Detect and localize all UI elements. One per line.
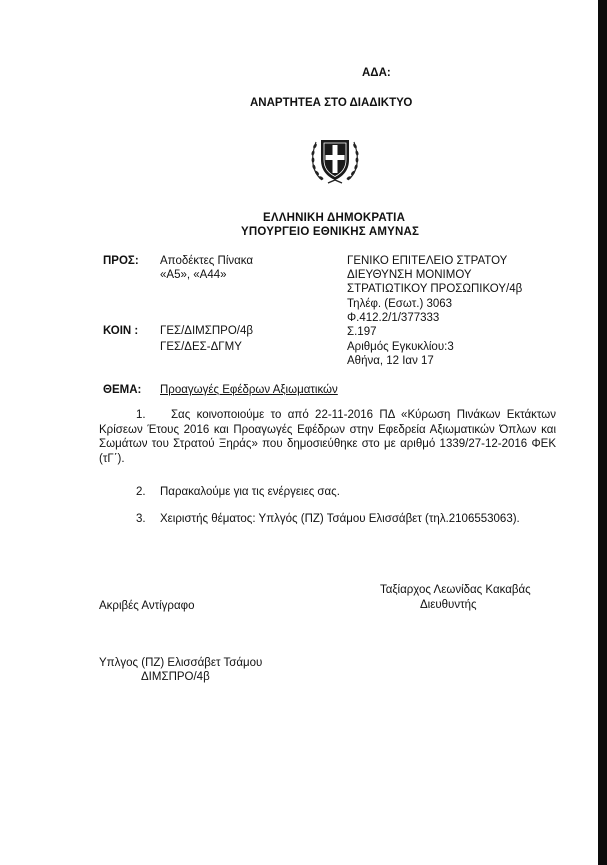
to-label: ΠΡΟΣ: [103, 255, 139, 267]
sender-line-1: ΓΕΝΙΚΟ ΕΠΙΤΕΛΕΙΟ ΣΤΡΑΤΟΥ [347, 255, 508, 267]
to-line-1: Αποδέκτες Πίνακα [160, 255, 254, 267]
copy-certifier-unit: ΔΙΜΣΠΡΟ/4β [141, 671, 210, 683]
paragraph-1 [99, 408, 556, 466]
subject-label: ΘΕΜΑ: [103, 384, 142, 396]
publish-notice: ΑΝΑΡΤΗΤΕΑ ΣΤΟ ΔΙΑΔΙΚΤΥΟ [250, 97, 413, 109]
ada-label: ΑΔΑ: [362, 67, 391, 79]
paragraph-1-text: Σας κοινοποιούμε το από 22-11-2016 ΠΔ «Κύρωση Πινάκων Εκτάκτων Κρίσεων Έτους 2016 και Προαγωγές Εφέδρων στην Εφεδρεία Αξιωματικών Όπλων και Σωμάτων του Στρατού Ξηράς» που δημοσιεύθηκε στο με αριθμό 1339/27-12-2016 ΦΕΚ (τΓ΄). [99, 409, 557, 465]
paragraph-1-number: 1. [136, 409, 146, 421]
page-edge [598, 0, 607, 865]
sender-line-4: Τηλέφ. (Εσωτ.) 3063 [347, 298, 453, 310]
paragraph-3-text: Χειριστής θέματος: Υπλγός (ΠΖ) Τσάμου Ελισσάβετ (τηλ.2106553063). [160, 513, 520, 525]
true-copy-label: Ακριβές Αντίγραφο [99, 600, 195, 612]
sender-line-6: Σ.197 [347, 326, 377, 338]
greek-coat-of-arms-icon [306, 128, 364, 190]
signatory-name: Ταξίαρχος Λεωνίδας Κακαβάς [380, 584, 531, 596]
cc-line-1: ΓΕΣ/ΔΙΜΣΠΡΟ/4β [160, 325, 253, 337]
sender-line-8: Αθήνα, 12 Ιαν 17 [347, 355, 434, 367]
to-line-2: «Α5», «Α44» [160, 269, 227, 281]
cc-label: ΚΟΙΝ : [103, 325, 139, 337]
republic-title: ΕΛΛΗΝΙΚΗ ΔΗΜΟΚΡΑΤΙΑ [263, 212, 406, 224]
paragraph-2-number: 2. [136, 486, 146, 498]
paragraph-3-number: 3. [136, 513, 146, 525]
sender-line-5: Φ.412.2/1/377333 [347, 312, 440, 324]
cc-line-2: ΓΕΣ/ΔΕΣ-ΔΓΜΥ [160, 341, 242, 353]
signatory-title: Διευθυντής [420, 599, 477, 611]
sender-line-7: Αριθμός Εγκυκλίου:3 [347, 341, 454, 353]
sender-line-3: ΣΤΡΑΤΙΩΤΙΚΟΥ ΠΡΟΣΩΠΙΚΟΥ/4β [347, 283, 523, 295]
subject-text: Προαγωγές Εφέδρων Αξιωματικών [160, 384, 338, 396]
paragraph-2-text: Παρακαλούμε για τις ενέργειες σας. [160, 486, 340, 498]
sender-line-2: ΔΙΕΥΘΥΝΣΗ ΜΟΝΙΜΟΥ [347, 269, 472, 281]
copy-certifier-name: Υπλγος (ΠΖ) Ελισσάβετ Τσάμου [99, 657, 263, 669]
ministry-title: ΥΠΟΥΡΓΕΙΟ ΕΘΝΙΚΗΣ ΑΜΥΝΑΣ [241, 226, 420, 238]
